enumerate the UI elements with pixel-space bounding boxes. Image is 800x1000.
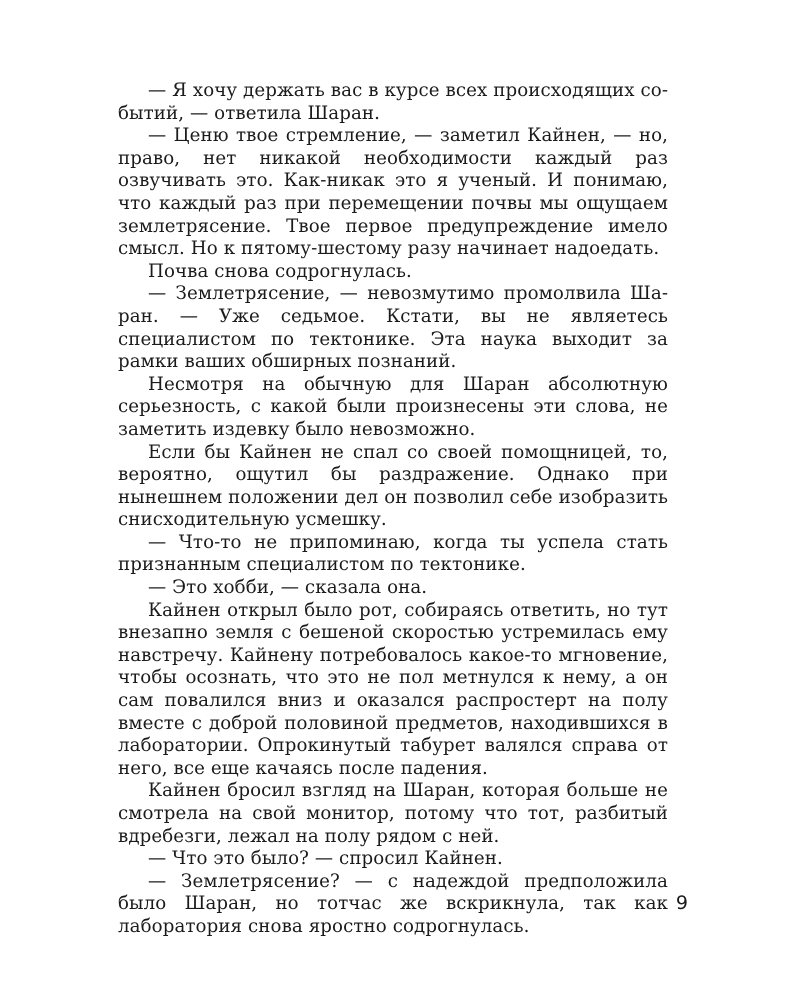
paragraph: — Что это было? — спросил Кайнен. [148,848,503,870]
paragraph: — Я хочу держать вас в курсе всех происходящих событий, — ответила Шаран. [118,80,668,124]
paragraph: — Ценю твое стремление, — заметил Кайнен, — но, право, нет никакой необходимости каждый раз озвучивать это. Как-никак это я ученый. И понимаю, что каждый раз при перемещении почвы мы ощущаем землетрясение. Твое первое предупреждение имело смысл. Но к пятому-шестому разу начинает надоедать. [118,125,668,260]
paragraph: Почва снова содрогнулась. [148,260,412,282]
paragraph: — Что-то не припоминаю, когда ты успела стать признанным специалистом по тектонике. [118,531,668,576]
paragraph: Кайнен бросил взгляд на Шаран, которая больше не смотрела на свой монитор, потому что тот, разбитый вдребезги, лежал на полу рядом с ней. [118,780,668,847]
paragraph: Несмотря на обычную для Шаран абсолютную серьезность, с какой были произнесены эти слова, не заметить издевку было невозможно. [118,373,668,440]
paragraph: — Землетрясение, — невозмутимо промолвила Шаран. — Уже седьмое. Кстати, вы не являетесь специалистом по тектонике. Эта наука выходит за рамки ваших обширных познаний. [118,283,668,373]
paragraph: Если бы Кайнен не спал со своей помощницей, то, вероятно, ощутил бы раздражение. Однако при нынешнем положении дел он позволил себе изобразить снисходительную усмешку. [118,441,668,531]
paragraph: — Это хобби, — сказала она. [148,577,428,599]
body-text [118,80,668,939]
paragraph: Кайнен открыл было рот, собираясь ответить, но тут внезапно земля с бешеной скоростью устремилась ему навстречу. Кайнену потребовалось какое-то мгновение, чтобы осознать, что это не пол метнулся к нему, а он сам повалился вниз и оказался распростерт на полу вместе с доброй половиной предметов, находившихся в лаборатории. Опрокинутый табурет валялся справа от него, все еще качаясь после падения. [118,599,668,779]
page-number: 9 [675,892,688,914]
paragraph: — Землетрясение? — с надеждой предположила было Шаран, но тотчас же вскрикнула, так как лаборатория снова яростно содрогнулась. [118,870,668,937]
